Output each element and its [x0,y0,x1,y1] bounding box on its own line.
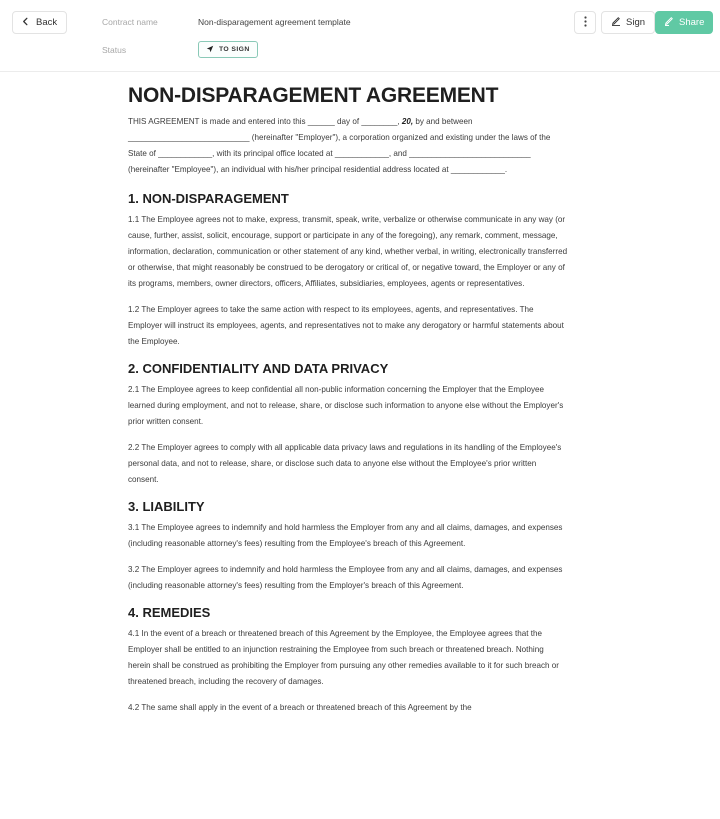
status-value: TO SIGN [219,46,250,53]
chevron-left-icon [21,17,30,29]
clause-3-2: 3.2 The Employer agrees to indemnify and hold harmless the Employee from any and all claims, damages, and expenses (including reasonable attorney's fees) resulting from the Employer's breach of this Agreement. [128,565,563,590]
intro-paragraph [128,114,568,178]
intro-text-end: by and between ___________________________ (hereinafter "Employer"), a corporation organized and existing under the laws of the State of ____________, with its principal office located at ____________, and ___________________________ (hereinafter "Employee"), an individual with his/her principal residential address located at ____________. [128,117,551,174]
status-label: Status [102,45,127,55]
clause-1-2: 1.2 The Employer agrees to take the same action with respect to its employees, agents, and representatives. The Employer will instruct its employees, agents, and representatives not to make any derogatory or harmful statements about the Employee. [128,305,564,346]
clause-4-1: 4.1 In the event of a breach or threatened breach of this Agreement by the Employee, the Employee agrees that the Employer shall be entitled to an injunction restraining the Employee from such breach or threatened breach. Nothing herein shall be construed as prohibiting the Employer from pursuing any other remedies available to it for such breach or threatened breach, including the recovery of damages. [128,629,560,686]
more-vertical-icon [584,14,587,32]
status-badge[interactable] [198,41,258,58]
intro-year: 20, [401,117,414,126]
section-heading-liability: 3. LIABILITY [128,499,205,514]
more-options-button[interactable] [574,11,596,34]
intro-text-start: THIS AGREEMENT is made and entered into this ______ day of ________, [128,117,400,126]
clause-2-1: 2.1 The Employee agrees to keep confidential all non-public information concerning the Employer that the Employee learned during employment, and not to release, share, or disclose such information to anyone else without the Employer's prior written consent. [128,385,564,426]
section-heading-confidentiality: 2. CONFIDENTIALITY AND DATA PRIVACY [128,361,389,376]
section-heading-remedies: 4. REMEDIES [128,605,211,620]
contract-name-label: Contract name [102,17,158,27]
document-body [128,84,568,726]
send-icon [206,45,214,55]
clause-4-2: 4.2 The same shall apply in the event of a breach or threatened breach of this Agreement by the [128,703,472,712]
clause-1-1: 1.1 The Employee agrees not to make, express, transmit, speak, write, verbalize or otherwise communicate in any way (or cause, further, assist, solicit, encourage, support or participate in any of the foregoing), any remark, comment, message, information, declaration, communication or other statement of any kind, whether verbal, in writing, electronically transferred or otherwise, that might reasonably be construed to be derogatory or critical of, or negative toward, the Employer or any of its programs, members, owner directors, officers, Affiliates, subsidiaries, employees, agents or representatives. [128,215,568,288]
back-label: Back [36,17,58,28]
signature-icon [611,16,621,29]
share-icon [664,16,674,29]
section-heading-non-disparagement: 1. NON-DISPARAGEMENT [128,191,289,206]
document-title: NON-DISPARAGEMENT AGREEMENT [128,84,499,107]
sign-label: Sign [626,17,646,28]
clause-3-1: 3.1 The Employee agrees to indemnify and hold harmless the Employer from any and all claims, damages, and expenses (including reasonable attorney's fees) resulting from the Employee's breach of this Agreement. [128,523,563,548]
sign-button[interactable] [601,11,655,34]
top-bar [0,0,720,72]
clause-2-2: 2.2 The Employer agrees to comply with all applicable data privacy laws and regulations in its handling of the Employee's personal data, and not to release, share, or disclose such data to anyone else without the Employee's prior written consent. [128,443,562,484]
contract-name-value[interactable]: Non-disparagement agreement template [198,17,351,27]
share-label: Share [679,17,705,28]
back-button[interactable] [12,11,67,34]
share-button[interactable] [655,11,713,34]
